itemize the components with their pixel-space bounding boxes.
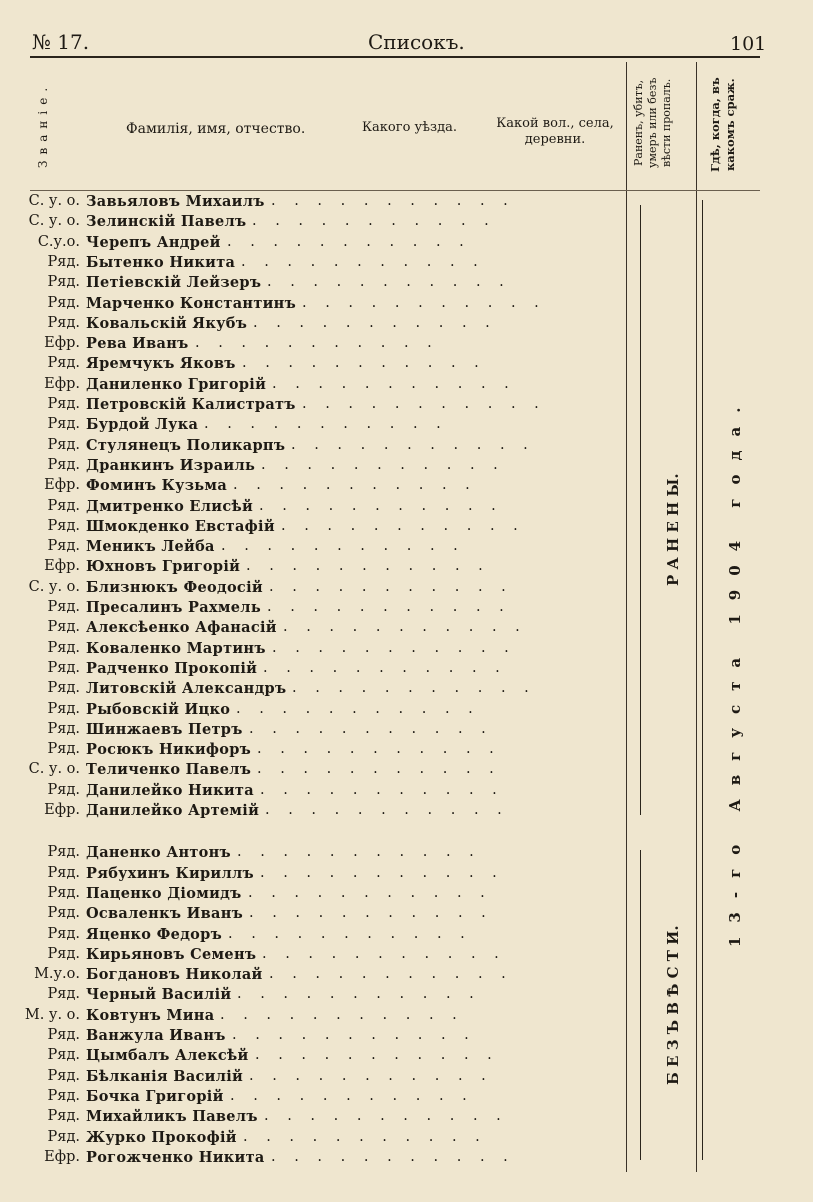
leader-dots: . . . . . . . . . . .	[257, 761, 501, 778]
name-cell: Ковальскій Якубъ	[86, 314, 248, 332]
fate-label-wounded: Р А Н Е Н Ы.	[664, 473, 682, 587]
name-cell: Богдановъ Николай	[86, 966, 263, 984]
leader-dots: . . . . . . . . . . .	[237, 844, 481, 861]
name-cell: Ковтунъ Мина	[86, 1006, 215, 1024]
name-cell: Радченко Прокопій	[86, 659, 258, 677]
rank-cell: Ряд.	[47, 436, 80, 453]
column-divider	[626, 62, 627, 1172]
leader-dots: . . . . . . . . . . .	[248, 884, 492, 901]
rank-cell: Ряд.	[47, 986, 80, 1003]
rank-cell: Ряд.	[47, 497, 80, 514]
leader-dots: . . . . . . . . . . .	[271, 193, 515, 209]
leader-dots: . . . . . . . . . . .	[261, 456, 505, 473]
rank-cell: Ряд.	[47, 720, 80, 737]
name-cell: Росюкъ Никифоръ	[86, 741, 252, 759]
rank-cell: Ряд.	[47, 925, 80, 942]
name-cell: Пресалинъ Рахмель	[86, 599, 261, 616]
column-header-name: Фамилія, имя, отчество.	[126, 121, 306, 137]
fate-label-missing: Б Е З Ъ В Ѣ С Т И.	[664, 925, 682, 1085]
leader-dots: . . . . . . . . . . .	[237, 986, 481, 1003]
rank-cell: Ряд.	[47, 1027, 80, 1043]
leader-dots: . . . . . . . . . . .	[257, 741, 501, 758]
name-cell: Петровскій Калистратъ	[86, 396, 296, 413]
header-bottom-rule	[30, 190, 760, 191]
name-cell: Данилейко Никита	[86, 781, 254, 799]
rank-cell: Ряд.	[47, 538, 80, 555]
name-cell: Рыбовскій Ицко	[86, 700, 231, 718]
name-cell: Петіевскій Лейзеръ	[86, 274, 262, 292]
leader-dots: . . . . . . . . . . .	[262, 945, 506, 962]
leader-dots: . . . . . . . . . . .	[272, 639, 516, 656]
leader-dots: . . . . . . . . . . .	[253, 314, 497, 331]
rank-cell: С.у.о.	[37, 233, 80, 250]
rank-cell: Ефр.	[44, 375, 80, 392]
name-cell: Даниленко Григорій	[86, 375, 267, 393]
leader-dots: . . . . . . . . . . .	[302, 396, 546, 412]
name-cell: Паценко Діомидъ	[86, 884, 242, 902]
name-cell: Шмокденко Евстафій	[86, 517, 275, 535]
rank-cell: Ряд.	[47, 1087, 80, 1104]
rank-cell: Ряд.	[47, 619, 80, 636]
leader-dots: . . . . . . . . . . .	[242, 355, 486, 372]
rank-cell: Ряд.	[47, 945, 80, 962]
rank-cell: Ряд.	[47, 274, 80, 291]
name-cell: Рогожченко Никита	[86, 1148, 265, 1166]
name-cell: Теличенко Павелъ	[86, 761, 252, 779]
leader-dots: . . . . . . . . . . .	[249, 1067, 493, 1084]
rank-cell: Ефр.	[44, 335, 80, 352]
page-title: Списокъ.	[368, 30, 465, 54]
leader-dots: . . . . . . . . . . .	[195, 335, 439, 352]
leader-dots: . . . . . . . . . . .	[283, 619, 527, 636]
name-cell: Шинжаевъ Петръ	[86, 720, 243, 738]
rank-cell: Ряд.	[47, 680, 80, 697]
rank-cell: Ряд.	[47, 294, 80, 311]
leader-dots: . . . . . . . . . . .	[260, 864, 504, 881]
leader-dots: . . . . . . . . . . .	[267, 274, 511, 291]
rank-cell: С. у. о.	[28, 578, 80, 595]
leader-dots: . . . . . . . . . . .	[271, 1148, 515, 1165]
name-cell: Дмитренко Елисѣй	[86, 497, 254, 515]
rank-cell: С. у. о.	[28, 193, 80, 209]
name-cell: Яценко Федоръ	[86, 925, 223, 943]
leader-dots: . . . . . . . . . . .	[281, 517, 525, 534]
leader-dots: . . . . . . . . . . .	[291, 436, 535, 453]
rank-cell: Ряд.	[47, 741, 80, 758]
name-cell: Меникъ Лейба	[86, 538, 215, 556]
name-cell: Осваленкъ Иванъ	[86, 905, 244, 923]
leader-dots: . . . . . . . . . . .	[260, 781, 504, 798]
leader-dots: . . . . . . . . . . .	[232, 1027, 476, 1043]
rank-cell: Ефр.	[44, 558, 80, 575]
name-cell: Черепъ Андрей	[86, 233, 221, 251]
leader-dots: . . . . . . . . . . .	[227, 233, 471, 250]
leader-dots: . . . . . . . . . . .	[264, 1108, 508, 1125]
rank-cell: Ефр.	[44, 477, 80, 494]
name-cell: Бочка Григорій	[86, 1087, 224, 1105]
leader-dots: . . . . . . . . . . .	[259, 497, 503, 514]
leader-dots: . . . . . . . . . . .	[241, 253, 485, 270]
name-cell: Даненко Антонъ	[86, 844, 231, 862]
name-cell: Данилейко Артемій	[86, 802, 260, 819]
rank-cell: Ряд.	[47, 517, 80, 534]
rank-cell: Ряд.	[47, 355, 80, 372]
leader-dots: . . . . . . . . . . .	[265, 802, 509, 818]
leader-dots: . . . . . . . . . . .	[249, 905, 493, 922]
column-header-volost: Какой вол., села, деревни.	[496, 116, 614, 147]
rank-cell: Ряд.	[47, 639, 80, 656]
rank-cell: Ряд.	[47, 1067, 80, 1084]
leader-dots: . . . . . . . . . . .	[292, 680, 536, 697]
group-brace-missing	[640, 850, 645, 1160]
name-cell: Бытенко Никита	[86, 253, 236, 271]
leader-dots: . . . . . . . . . . .	[246, 558, 490, 575]
name-cell: Юхновъ Григорій	[86, 558, 241, 576]
rank-cell: Ряд.	[47, 253, 80, 270]
leader-dots: . . . . . . . . . . .	[302, 294, 546, 311]
name-cell: Черный Василій	[86, 986, 232, 1004]
rank-cell: Ефр.	[44, 1148, 80, 1165]
rank-cell: Ряд.	[47, 884, 80, 901]
name-cell: Литовскій Александръ	[86, 680, 287, 698]
column-header-fate: Раненъ, убитъ, умеръ или безъ вѣсти пропалъ.	[632, 77, 673, 168]
date-brace	[702, 200, 707, 1160]
rank-cell: Ряд.	[47, 864, 80, 881]
rank-cell: Ряд.	[47, 1047, 80, 1064]
name-cell: Стулянецъ Поликарпъ	[86, 436, 286, 454]
rank-cell: Ряд.	[47, 396, 80, 412]
leader-dots: . . . . . . . . . . .	[267, 599, 511, 615]
leader-dots: . . . . . . . . . . .	[236, 700, 480, 717]
name-cell: Дранкинъ Израиль	[86, 456, 256, 474]
leader-dots: . . . . . . . . . . .	[272, 375, 516, 392]
header-rule	[30, 56, 760, 58]
rank-cell: Ряд.	[47, 659, 80, 676]
rank-cell: М.у.о.	[34, 966, 80, 983]
page-number: 101	[730, 33, 767, 55]
name-cell: Марченко Константинъ	[86, 294, 296, 312]
leader-dots: . . . . . . . . . . .	[220, 1006, 464, 1023]
name-cell: Михайликъ Павелъ	[86, 1108, 258, 1126]
leader-dots: . . . . . . . . . . .	[233, 477, 477, 494]
rank-cell: Ряд.	[47, 314, 80, 331]
rank-cell: Ряд.	[47, 599, 80, 615]
name-cell: Алексѣенко Афанасій	[86, 619, 277, 637]
leader-dots: . . . . . . . . . . .	[228, 925, 472, 942]
name-cell: Рябухинъ Кириллъ	[86, 864, 254, 882]
leader-dots: . . . . . . . . . . .	[269, 966, 513, 983]
name-cell: Кирьяновъ Семенъ	[86, 945, 257, 963]
rank-cell: Ряд.	[47, 1128, 80, 1145]
name-cell: Рева Иванъ	[86, 335, 189, 353]
rank-cell: Ряд.	[47, 416, 80, 433]
leader-dots: . . . . . . . . . . .	[230, 1087, 474, 1104]
leader-dots: . . . . . . . . . . .	[269, 578, 513, 595]
leader-dots: . . . . . . . . . . .	[249, 720, 493, 737]
rank-cell: Ряд.	[47, 1108, 80, 1125]
rank-cell: Ряд.	[47, 905, 80, 922]
name-cell: Завьяловъ Михаилъ	[86, 193, 265, 210]
name-cell: Ванжула Иванъ	[86, 1027, 226, 1044]
leader-dots: . . . . . . . . . . .	[263, 659, 507, 676]
column-divider	[696, 62, 697, 1172]
rank-cell: М. у. о.	[24, 1006, 80, 1023]
group-brace-wounded	[640, 205, 645, 815]
leader-dots: . . . . . . . . . . .	[204, 416, 448, 433]
leader-dots: . . . . . . . . . . .	[243, 1128, 487, 1145]
rank-cell: Ряд.	[47, 456, 80, 473]
rank-cell: С. у. о.	[28, 213, 80, 230]
column-header-uezd: Какого уѣзда.	[362, 120, 457, 135]
name-cell: Зелинскій Павелъ	[86, 213, 247, 231]
rank-cell: Ряд.	[47, 844, 80, 861]
name-cell: Фоминъ Кузьма	[86, 477, 228, 495]
leader-dots: . . . . . . . . . . .	[221, 538, 465, 555]
list-number: № 17.	[32, 30, 90, 54]
rank-cell: С. у. о.	[28, 761, 80, 778]
column-header-where: Гдѣ, когда, въ какомъ сраж.	[708, 77, 737, 173]
leader-dots: . . . . . . . . . . .	[252, 213, 496, 230]
name-cell: Бѣлканія Василій	[86, 1067, 244, 1085]
name-cell: Близнюкъ Феодосій	[86, 578, 263, 596]
rank-cell: Ряд.	[47, 781, 80, 798]
name-cell: Коваленко Мартинъ	[86, 639, 266, 657]
name-cell: Журко Прокофій	[86, 1128, 237, 1146]
name-cell: Яремчукъ Яковъ	[86, 355, 236, 373]
rank-cell: Ефр.	[44, 802, 80, 818]
column-header-rank: Званіе.	[36, 81, 50, 168]
name-cell: Бурдой Лука	[86, 416, 199, 434]
leader-dots: . . . . . . . . . . .	[255, 1047, 499, 1064]
name-cell: Цымбалъ Алексѣй	[86, 1047, 249, 1065]
date-label: 13-го Августа 1904 года.	[726, 393, 744, 947]
rank-cell: Ряд.	[47, 700, 80, 717]
